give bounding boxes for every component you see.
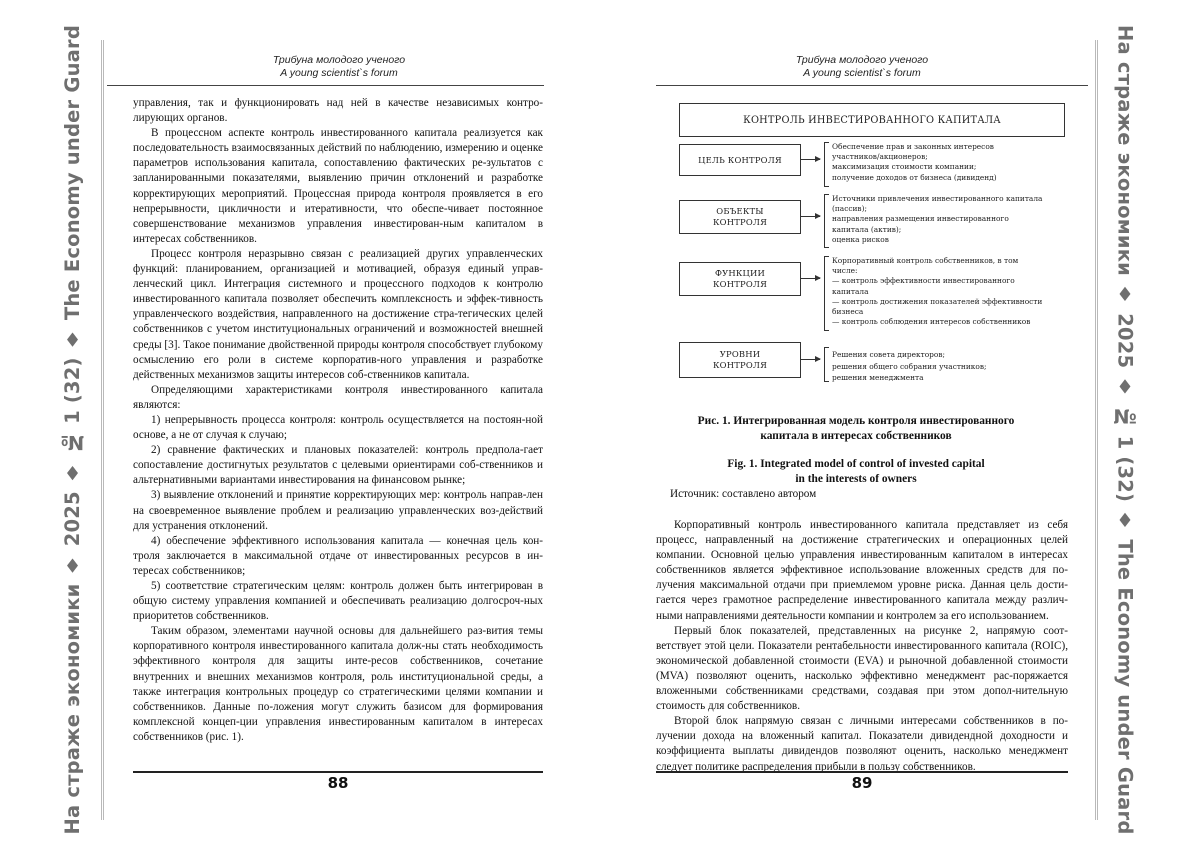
diagram-item: решения общего собрания участников; <box>832 361 987 371</box>
right-spine-journal-title <box>1113 25 1137 835</box>
paragraph: управления, так и функционировать над ней в качестве независимых контро-лирующих органов. <box>133 97 543 125</box>
diagram-item: получение доходов от бизнеса (дивиденд) <box>832 172 997 182</box>
header-en: A young scientist`s forum <box>280 67 398 79</box>
caption-line: капитала в интересах собственников <box>760 430 952 442</box>
header-ru: Трибуна молодого ученого <box>795 54 929 66</box>
figure-caption-ru <box>656 414 1056 444</box>
diagram-label-functions <box>679 262 801 296</box>
right-header-rule <box>656 85 1088 86</box>
diagram-item: — контроль достижения показателей эффективности <box>832 296 1043 306</box>
spine-left-text: На страже экономики ♦ 2025 ♦ № 1 (32) ♦ The Economy under Guard <box>60 25 84 835</box>
right-vertical-rule <box>1095 40 1098 820</box>
diagram-bracket <box>824 347 829 382</box>
diagram-item: участников/акционеров; <box>832 152 928 162</box>
list-item: 2) сравнение фактических и плановых показателей: контроль предпола-гает сопоставление достигнутых результатов с целевыми ориентирами соб-ственников и альтернативными вариантами инвестирования на финансовом рынке; <box>133 444 543 487</box>
paragraph: Первый блок показателей, представленных на рисунке 2, напрямую соот-ветствует этой цели. Показатели рентабельности инвестированного капитала (ROIC), экономической добавленной стоимости (EVA) и рыночной добавленной стоимости (MVA) позволяют оценить, насколько эффективно менеджмент рас-поряжается вложенными собственниками средствами, создавая при этом допол-нительную стоимость для собственников. <box>656 624 1068 713</box>
diagram-item: бизнеса <box>832 307 864 317</box>
diagram-item: Источники привлечения инвестированного капитала <box>832 194 1043 203</box>
caption-line: Рис. 1. Интегрированная модель контроля инвестированного <box>697 415 1015 427</box>
paragraph: Корпоративный контроль инвестированного капитала представляет из себя процесс, направленный на достижение стратегических и операционных целей компании. Основной целью управления инвестированным капиталом в интересах собственников является эффективное использование вложенных средств для по-лучения максимальной отдачи при приемлемом уровне риска. Данная цель дости-гается через грамотное распределение инвестированного капитала между различ-ными направлениями деятельности компании и контролем за его использованием. <box>656 519 1068 622</box>
list-item: 1) непрерывность процесса контроля: контроль осуществляется на постоян-ной основе, а не от случая к случаю; <box>133 413 543 442</box>
diagram-items-functions <box>832 256 1042 327</box>
diagram-label-text: КОНТРОЛЯ <box>712 217 768 227</box>
list-item: 5) соответствие стратегическим целям: контроль должен быть интегрирован в общую систему управления компанией и обеспечивать реализацию долгосроч-ных приоритетов собственников. <box>133 580 543 623</box>
diagram-items-objects <box>832 194 1042 245</box>
right-page-number: 89 <box>851 774 873 792</box>
diagram-item: направления размещения инвестированного <box>832 214 1009 224</box>
diagram-item: числе: <box>832 266 858 276</box>
right-page-header <box>656 54 1068 80</box>
left-vertical-rule <box>101 40 104 820</box>
diagram-item: капитала <box>832 286 869 296</box>
diagram-item: (пассив); <box>832 204 867 214</box>
diagram-label-text: УРОВНИ <box>719 349 761 359</box>
right-footer-rule <box>656 771 1068 773</box>
diagram-item: — контроль соблюдения интересов собственников <box>832 317 1031 327</box>
diagram-label-text: ОБЪЕКТЫ <box>716 206 764 216</box>
diagram-item: оценка рисков <box>832 234 889 244</box>
diagram-item: Корпоративный контроль собственников, в том <box>832 256 1019 265</box>
left-page-body <box>133 96 543 745</box>
list-item: 4) обеспечение эффективного использования капитала — конечная цель кон-троля заключается в максимальной отдаче от инвестированных ресурсов в ин-тересах собственников; <box>133 534 543 577</box>
diagram-label-goal <box>679 144 801 176</box>
diagram-items-levels <box>832 349 987 384</box>
diagram-bracket <box>824 256 829 331</box>
diagram-label-text: КОНТРОЛЯ <box>712 360 768 370</box>
diagram-item: максимизация стоимости компании; <box>832 162 977 172</box>
left-header-rule <box>107 85 544 86</box>
paragraph: Второй блок напрямую связан с личными интересами собственников в по-лучении дохода на вложенный капитал. Показатели дивидендной доходности и коэффициента выплаты дивидендов позволяют оценить, насколько менеджмент следует политике распределения прибыли в пользу собственников. <box>656 715 1068 773</box>
caption-line: Fig. 1. Integrated model of control of invested capital <box>727 458 985 470</box>
left-page-number: 88 <box>327 774 349 792</box>
diagram-label-levels <box>679 342 801 378</box>
list-item: 3) выявление отклонений и принятие корректирующих мер: контроль направ-лен на своевременное выявление проблем и реализацию управленческих воз-действий для устранения отклонений. <box>133 489 543 532</box>
diagram-label-objects <box>679 200 801 234</box>
paragraph: Таким образом, элементами научной основы для дальнейшего раз-вития темы корпоративного контроля инвестированного капитала долж-ны стать необходимость эффективного контроля для защиты инте-ресов собственников, сочетание внутренних и внешних механизмов контроля, роль институциональной среды, а также интеграция контрольных процедур со стратегическими целями компании и собственников. Данные по-ложения могут служить базисом для формирования комплексной концеп-ции управления инвестированным капиталом в интересах собственников (рис. 1). <box>133 625 543 743</box>
spine-right-text: На страже экономики ♦ 2025 ♦ № 1 (32) ♦ The Economy under Guard <box>1113 25 1137 835</box>
diagram-label-text: КОНТРОЛЯ <box>712 279 768 289</box>
header-en: A young scientist`s forum <box>803 67 921 79</box>
paragraph: В процессном аспекте контроль инвестированного капитала реализуется как последовательность взаимосвязанных действий по наблюдению, измерению и оценке параметров использования капитала, сопоставлению фактических ре-зультатов с запланированными показателями, выявлению причин отклонений и разработке корректирующих мероприятий. Процессная природа контроля проявляется в его непрерывности, цикличности и итеративности, что обеспе-чивает постоянное совершенствование механизмов управления инвестирован-ным капиталом в интересах собственников. <box>133 127 543 245</box>
figure-caption-en <box>656 457 1056 487</box>
diagram-bracket <box>824 194 829 248</box>
diagram-arrow <box>800 278 820 279</box>
diagram-items-goal <box>832 142 997 183</box>
diagram-title: КОНТРОЛЬ ИНВЕСТИРОВАННОГО КАПИТАЛА <box>743 114 1001 126</box>
diagram-label-text: ЦЕЛЬ КОНТРОЛЯ <box>698 154 782 165</box>
figure-diagram <box>676 100 1066 390</box>
paragraph: Определяющими характеристиками контроля инвестированного капитала являются: <box>133 383 543 411</box>
diagram-item: решения менеджмента <box>832 373 924 382</box>
left-page-header <box>135 54 543 80</box>
diagram-arrow <box>800 159 820 160</box>
left-spine-journal-title <box>60 25 84 835</box>
left-footer-rule <box>133 771 543 773</box>
diagram-bracket <box>824 142 829 187</box>
header-ru: Трибуна молодого ученого <box>272 54 406 66</box>
caption-line: in the interests of owners <box>795 473 917 485</box>
figure-source: Источник: составлено автором <box>670 488 817 500</box>
diagram-title-box <box>679 103 1065 137</box>
diagram-arrow <box>800 359 820 360</box>
diagram-item: капитала (актив); <box>832 224 902 234</box>
diagram-arrow <box>800 216 820 217</box>
diagram-item: Обеспечение прав и законных интересов <box>832 142 994 151</box>
right-page-body <box>656 518 1068 775</box>
diagram-item: — контроль эффективности инвестированного <box>832 276 1015 286</box>
diagram-item: Решения совета директоров; <box>832 350 945 359</box>
paragraph: Процесс контроля неразрывно связан с реализацией других управленческих функций: планированием, организацией и мотивацией, образуя единый управ-ленческий цикл. Интеграция системного и процессного подходов к контролю инвестированного капитала позволяет обеспечить комплексность и эффек-тивность управленческого воздействия, направленного на достижение стра-тегических целей собственников с учетом институциональных ограничений и возможностей внешней среды [3]. Такое понимание двойственной природы контроля способствует глубокому осмыслению его роли в системе корпоратив-ного управления и разработке действенных механизмов защиты интересов соб-ственников капитала. <box>133 247 543 381</box>
diagram-label-text: ФУНКЦИИ <box>714 268 766 278</box>
